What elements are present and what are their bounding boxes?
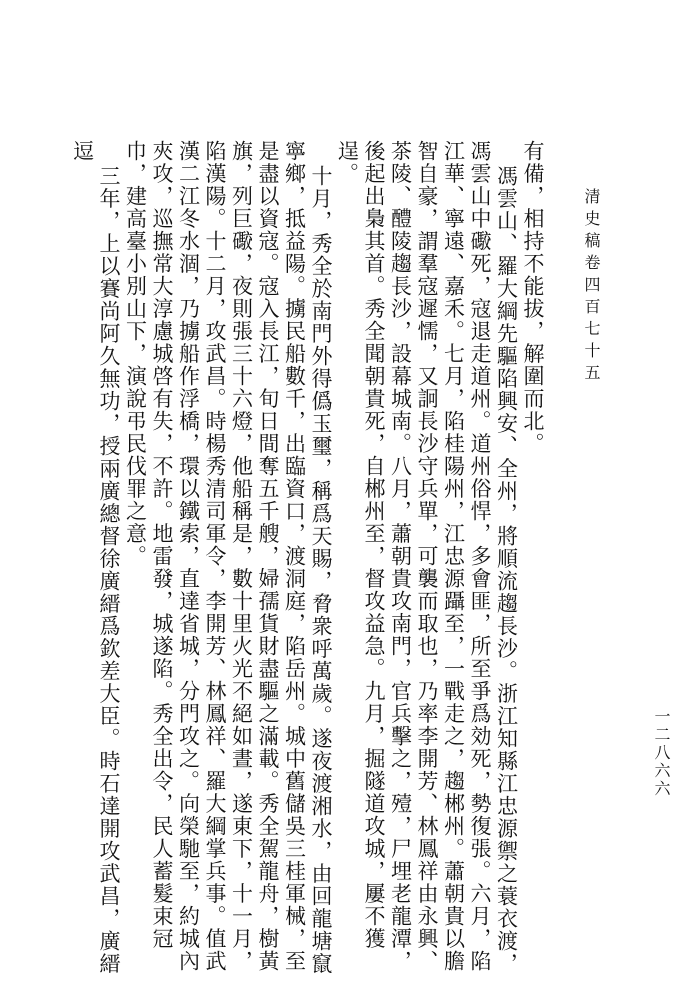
page-number: 一二八六六 — [652, 708, 671, 798]
paragraph-2: 馮雲山、羅大綱先驅陷興安、全州，將順流趨長沙。浙江知縣江忠源禦之蓑衣渡，馮雲山中礮死，寇退走道州。道州俗悍，多會匪，所至爭爲効死，勢復張。六月，陷江華、寧遠、嘉禾。七月，陷桂陽州，江忠源躡至，一戰走之，趨郴州。蕭朝貴以膽智自豪，謂羣寇遲懦，又詗長沙守兵單，可襲而取也，乃率李開芳、林鳳祥由永興、茶陵、醴陵趨長沙，設幕城南。八月，蕭朝貴攻南門，官兵擊之，殪，尸埋老龍潭，後起出梟其首。秀全聞朝貴死，自郴州至，督攻益急。九月，掘隧道攻城，屢不獲逞。 — [335, 140, 519, 976]
running-header-title: 清史稿卷四百七十五 — [582, 188, 601, 386]
paragraph-3: 十月，秀全於南門外得僞玉璽，稱爲天賜，脅衆呼萬歲。遂夜渡湘水，由回龍塘竄寧鄉，抵益陽。擄民船數千，出臨資口，渡洞庭，陷岳州。城中舊儲吳三桂軍械，至是盡以資寇。寇入長江，旬日間奪五千艘，婦孺貨財盡驅之滿載。秀全駕龍舟，樹黃旗，列巨礮，夜則張三十六燈，他船稱是，數十里火光不絕如晝，遂東下，十一月，陷漢陽。十二月，攻武昌。時楊秀清司軍令，李開芳、林鳳祥、羅大綱掌兵事。值武漢二江冬水涸，乃擄船作浮橋，環以鐵索，直達省城，分門攻之。向榮馳至，約城內夾攻，巡撫常大淳慮城啓有失，不許。地雷發，城遂陷。秀全出令，民人蓄髮束冠巾，建高臺小別山下，演說弔民伐罪之意。 — [123, 140, 333, 976]
paragraph-1: 有備，相持不能拔，解圍而北。 — [521, 140, 545, 455]
paragraph-4: 三年，上以賽尚阿久無功，授兩廣總督徐廣縉爲欽差大臣。時石達開攻武昌，廣縉逗 — [70, 140, 121, 976]
body-text — [70, 140, 546, 980]
